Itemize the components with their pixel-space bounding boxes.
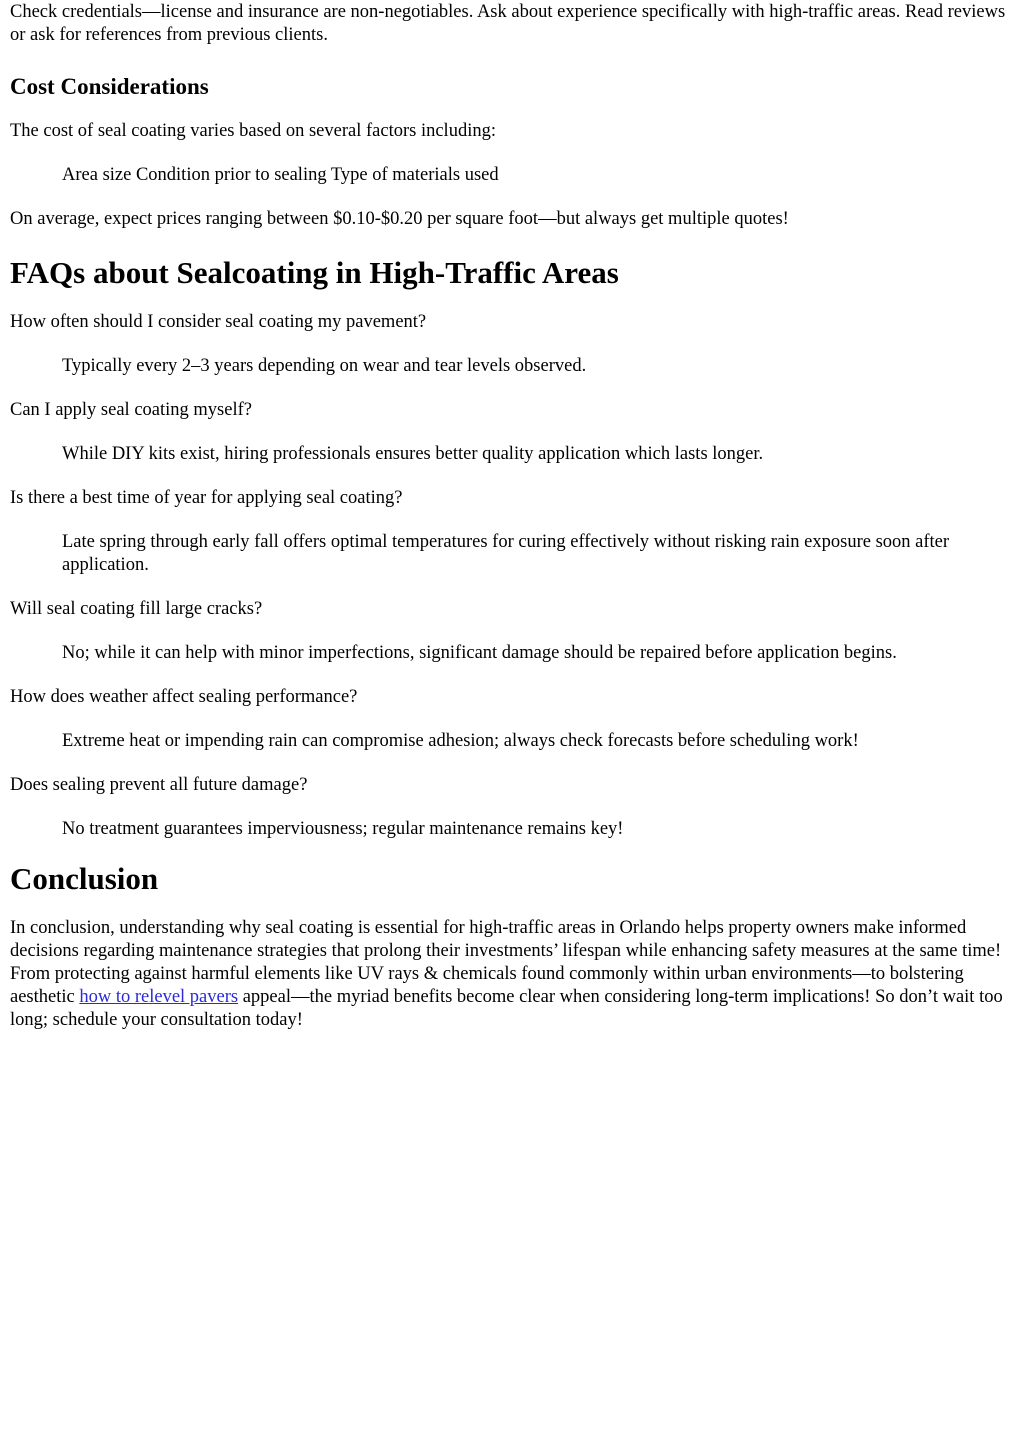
conclusion-text-before-link: In conclusion, understanding why seal coating is essential for high-traffic areas in Orlando helps property owners make informed decisions regarding maintenance strategies that prolong their investments’ lifespan while enhancing safety measures at the same time! From protecting against harmful elements like UV rays & chemicals found commonly within urban environments—to bolstering aesthetic xyxy=(10,918,1002,1007)
conclusion-paragraph xyxy=(10,917,1014,1032)
cost-lead-paragraph: The cost of seal coating varies based on several factors including: xyxy=(10,121,496,141)
cost-average-paragraph: On average, expect prices ranging between $0.10-$0.20 per square foot—but always get multiple quotes! xyxy=(10,209,789,229)
intro-paragraph: Check credentials—license and insurance are non-negotiables. Ask about experience specifically with high-traffic areas. Read reviews or ask for references from previous clients. xyxy=(10,2,1006,45)
faq-question: Is there a best time of year for applying seal coating? xyxy=(10,488,403,508)
faq-answer: Typically every 2–3 years depending on wear and tear levels observed. xyxy=(62,356,587,376)
conclusion-text-after-link: appeal—the myriad benefits become clear when considering long-term implications! So don’t wait too long; schedule your consultation today! xyxy=(10,987,1003,1030)
faq-question: How does weather affect sealing performance? xyxy=(10,687,358,707)
faq-question: Will seal coating fill large cracks? xyxy=(10,599,263,619)
faq-question: Does sealing prevent all future damage? xyxy=(10,775,308,795)
faq-answer: No; while it can help with minor imperfections, significant damage should be repaired before application begins. xyxy=(62,643,897,663)
faq-question: Can I apply seal coating myself? xyxy=(10,400,252,420)
cost-factors-list: Area size Condition prior to sealing Type of materials used xyxy=(62,165,499,185)
faq-answer: While DIY kits exist, hiring professionals ensures better quality application which lasts longer. xyxy=(62,444,764,464)
faq-answer: No treatment guarantees imperviousness; regular maintenance remains key! xyxy=(62,819,624,839)
conclusion-heading: Conclusion xyxy=(10,861,159,896)
cost-considerations-heading: Cost Considerations xyxy=(10,74,209,99)
faq-answer: Extreme heat or impending rain can compromise adhesion; always check forecasts before scheduling work! xyxy=(62,731,859,751)
faq-question: How often should I consider seal coating my pavement? xyxy=(10,312,427,332)
relevel-pavers-link[interactable]: how to relevel pavers xyxy=(79,987,239,1007)
faq-answer: Late spring through early fall offers optimal temperatures for curing effectively without risking rain exposure soon after application. xyxy=(62,532,950,575)
faq-heading: FAQs about Sealcoating in High-Traffic Areas xyxy=(10,255,619,290)
